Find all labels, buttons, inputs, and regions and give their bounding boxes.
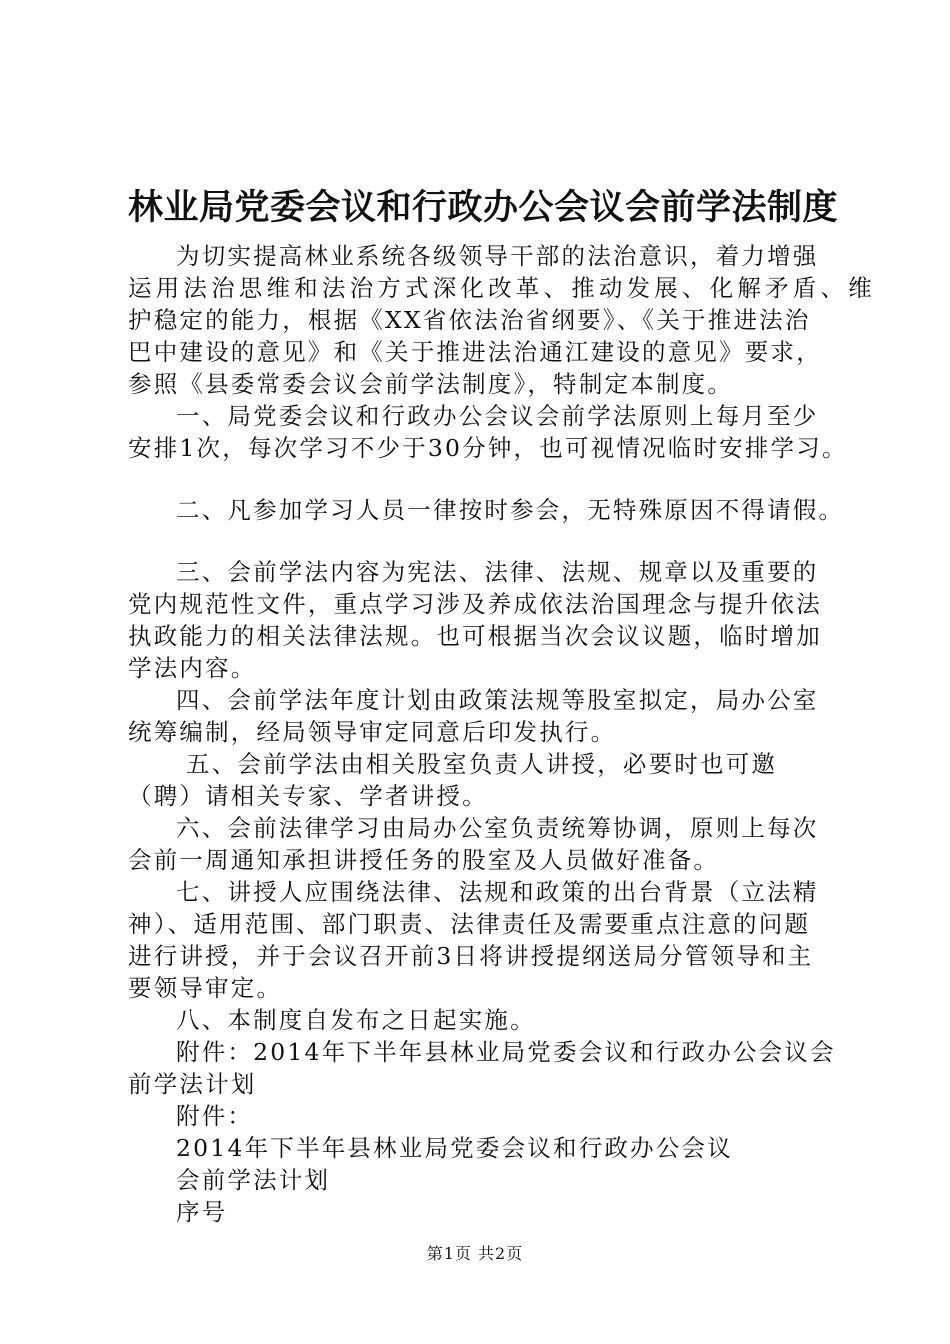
body-line: 巴中建设的意见》和《关于推进法治通江建设的意见》要求，	[128, 338, 822, 366]
body-line: 五、会前学法由相关股室负责人讲授，必要时也可邀	[186, 750, 778, 778]
body-line: 会前学法计划	[176, 1166, 331, 1194]
body-line: 附件：	[176, 1102, 254, 1130]
document-title: 林业局党委会议和行政办公会议会前学法制度	[128, 188, 839, 228]
body-line: 七、讲授人应围绕法律、法规和政策的出台背景（立法精	[176, 878, 819, 906]
paragraph-gap	[128, 464, 833, 494]
body-line: 要领导审定。	[128, 974, 283, 1002]
body-line: 进行讲授，并于会议召开前3日将讲授提纲送局分管领导和主	[128, 942, 814, 970]
body-line: 一、局党委会议和行政办公会议会前学法原则上每月至少	[176, 402, 819, 430]
body-line: 四、会前学法年度计划由政策法规等股室拟定，局办公室	[176, 686, 819, 714]
body-line: 护稳定的能力，根据《XX省依法治省纲要》、《关于推进法治	[128, 306, 811, 334]
body-line: 六、会前法律学习由局办公室负责统筹协调，原则上每次	[176, 814, 819, 842]
body-line: 运用法治思维和法治方式深化改革、推动发展、化解矛盾、维	[128, 274, 876, 302]
body-line: 神）、适用范围、部门职责、法律责任及需要重点注意的问题	[128, 910, 811, 938]
body-line: 前学法计划	[128, 1070, 257, 1098]
body-line: 统筹编制，经局领导审定同意后印发执行。	[128, 718, 617, 746]
body-line: 三、会前学法内容为宪法、法律、法规、规章以及重要的	[176, 558, 819, 586]
page-footer: 第1页 共2页	[426, 1244, 524, 1263]
body-line: 2014年下半年县林业局党委会议和行政办公会议	[176, 1134, 733, 1162]
body-line: 党内规范性文件，重点学习涉及养成依法治国理念与提升依法	[128, 590, 822, 618]
body-line: 会前一周通知承担讲授任务的股室及人员做好准备。	[128, 846, 720, 874]
body-line: 序号	[176, 1198, 228, 1226]
paragraph-gap	[128, 526, 833, 556]
body-line: 八、本制度自发布之日起实施。	[176, 1006, 536, 1034]
body-line: 执政能力的相关法律法规。也可根据当次会议议题，临时增加	[128, 622, 822, 650]
body-line: 参照《县委常委会议会前学法制度》，特制定本制度。	[128, 370, 734, 398]
body-line: 二、凡参加学习人员一律按时参会，无特殊原因不得请假。	[176, 496, 845, 524]
body-line: 为切实提高林业系统各级领导干部的法治意识，着力增强	[176, 242, 819, 270]
body-line: 学法内容。	[128, 654, 257, 682]
body-line: （聘）请相关专家、学者讲授。	[128, 782, 488, 810]
document-body	[128, 240, 876, 1228]
body-line: 附件：2014年下半年县林业局党委会议和行政办公会议会	[176, 1038, 836, 1066]
body-line: 安排1次，每次学习不少于30分钟，也可视情况临时安排学习。	[128, 434, 848, 462]
